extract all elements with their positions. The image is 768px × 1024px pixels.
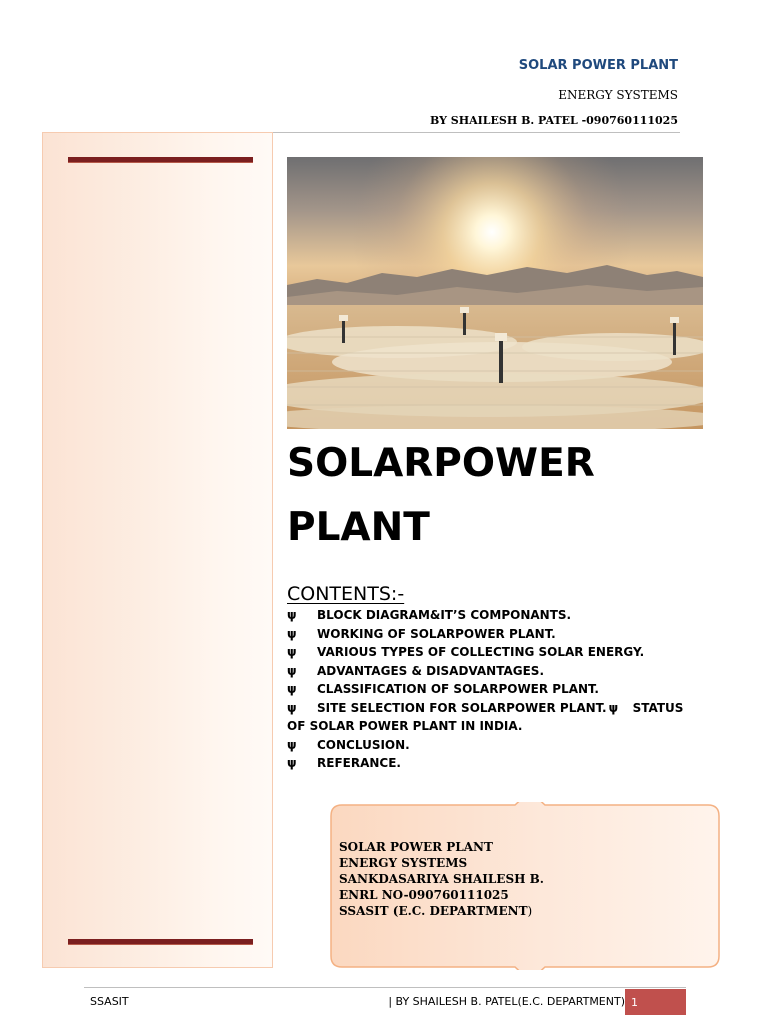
footer-rule <box>84 987 686 988</box>
header-author: BY SHAILESH B. PATEL -090760111025 <box>430 114 678 127</box>
list-item: ψ ADVANTAGES & DISADVANTAGES. <box>287 662 697 681</box>
header-subtitle: ENERGY SYSTEMS <box>558 88 678 102</box>
curly-bullet-icon: ψ <box>287 700 297 715</box>
header-rule <box>272 132 680 133</box>
sidebar-top-bar <box>68 157 253 162</box>
header-title: SOLAR POWER PLANT <box>518 58 678 73</box>
list-item: ψ SITE SELECTION FOR SOLARPOWER PLANT. ψ STATUS <box>287 699 697 718</box>
callout-line: ENRL NO-090760111025 <box>339 888 509 902</box>
curly-bullet-icon: ψ <box>287 663 297 678</box>
callout-line: SOLAR POWER PLANT <box>339 840 493 854</box>
title-line-1: SOLARPOWER <box>287 441 595 486</box>
callout-line: SSASIT (E.C. DEPARTMENT) <box>339 904 533 918</box>
curly-bullet-icon: ψ <box>287 608 297 622</box>
contents-heading: CONTENTS:- <box>287 583 405 605</box>
footer-right-text: | BY SHAILESH B. PATEL(E.C. DEPARTMENT) <box>388 995 625 1008</box>
curly-bullet-icon: ψ <box>608 700 619 715</box>
callout-line: ENERGY SYSTEMS <box>339 856 468 870</box>
callout-line: SANKDASARIYA SHAILESH B. <box>339 872 544 886</box>
document-title <box>287 432 595 560</box>
solar-plant-photo <box>287 157 703 429</box>
page-number-badge: 1 <box>625 989 686 1015</box>
callout-text <box>339 839 544 919</box>
curly-bullet-icon: ψ <box>287 756 297 770</box>
contents-list <box>287 606 697 773</box>
title-line-2: PLANT <box>287 505 430 550</box>
list-item: ψ CONCLUSION. <box>287 736 697 755</box>
footer-left-text: SSASIT <box>90 995 129 1008</box>
list-item: ψ WORKING OF SOLARPOWER PLANT. <box>287 625 697 644</box>
sidebar-bottom-bar <box>68 939 253 944</box>
curly-bullet-icon: ψ <box>287 682 297 696</box>
curly-bullet-icon: ψ <box>287 626 297 641</box>
list-item: OF SOLAR POWER PLANT IN INDIA. <box>287 719 523 733</box>
list-item: ψ VARIOUS TYPES OF COLLECTING SOLAR ENERGY. <box>287 643 697 662</box>
list-item: ψ REFERANCE. <box>287 754 697 773</box>
list-item: ψ CLASSIFICATION OF SOLARPOWER PLANT. <box>287 680 697 699</box>
list-item: ψ BLOCK DIAGRAM&IT’S COMPONANTS. <box>287 606 697 625</box>
sidebar-panel <box>42 132 273 968</box>
curly-bullet-icon: ψ <box>287 645 297 659</box>
curly-bullet-icon: ψ <box>287 737 297 752</box>
